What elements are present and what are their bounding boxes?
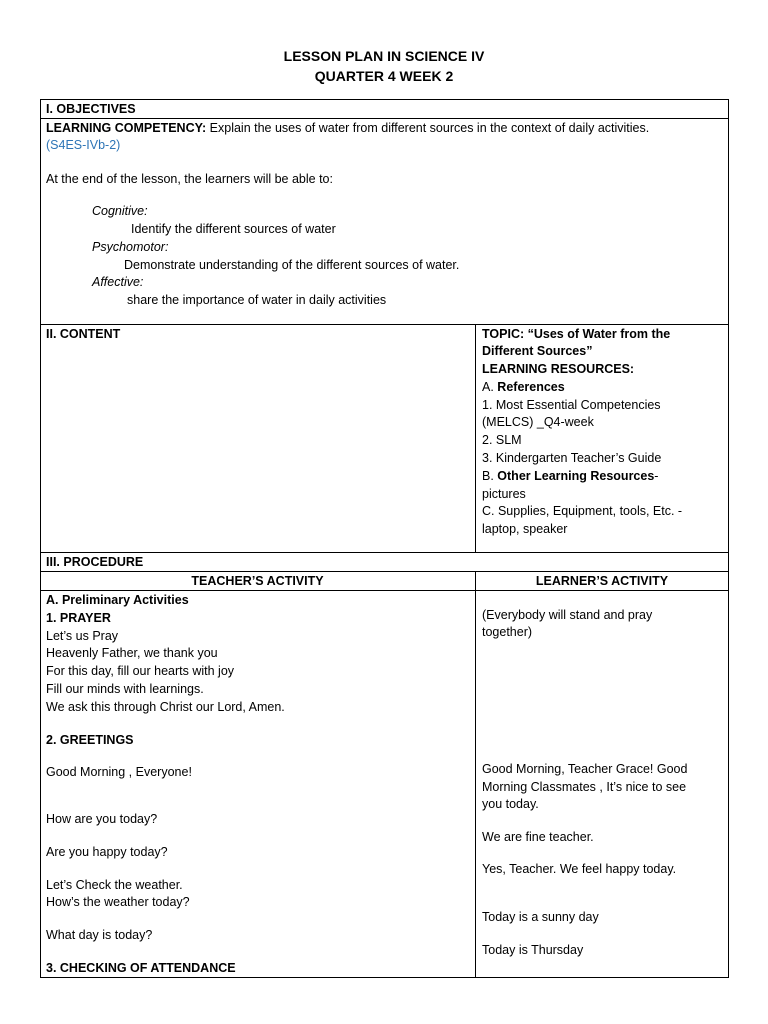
- learner-sunny: Today is a sunny day: [482, 910, 599, 924]
- preliminary-activities: A. Preliminary Activities: [46, 593, 189, 607]
- competency-code: (S4ES-IVb-2): [46, 138, 121, 152]
- psychomotor-label: Psychomotor:: [92, 240, 169, 254]
- teacher-day: What day is today?: [46, 928, 153, 942]
- cognitive-text: Identify the different sources of water: [131, 222, 336, 236]
- affective-label: Affective:: [92, 275, 144, 289]
- teacher-good-morning: Good Morning , Everyone!: [46, 765, 192, 779]
- objectives-heading: I. OBJECTIVES: [46, 102, 136, 116]
- references-prefix: A.: [482, 380, 498, 394]
- reference-1-line-1: 1. Most Essential Competencies: [482, 398, 661, 412]
- prayer-line: For this day, fill our hearts with joy: [46, 664, 235, 678]
- procedure-heading: III. PROCEDURE: [46, 555, 144, 569]
- affective-text: share the importance of water in daily activities: [127, 293, 387, 307]
- teacher-weather-1: Let’s Check the weather.: [46, 878, 183, 892]
- topic-line-2: Different Sources”: [482, 344, 593, 358]
- psychomotor-text: Demonstrate understanding of the different sources of water.: [124, 258, 460, 272]
- reference-1-line-2: (MELCS) _Q4-week: [482, 415, 594, 429]
- objectives-intro: At the end of the lesson, the learners will be able to:: [46, 172, 333, 186]
- prayer-line: Fill our minds with learnings.: [46, 682, 204, 696]
- teacher-happy: Are you happy today?: [46, 845, 168, 859]
- reference-3: 3. Kindergarten Teacher’s Guide: [482, 451, 662, 465]
- references-line: [482, 379, 565, 396]
- procedure-divider-2: [40, 590, 729, 591]
- competency-label: LEARNING COMPETENCY:: [46, 121, 207, 135]
- teacher-weather-2: How’s the weather today?: [46, 895, 190, 909]
- learning-resources-label: LEARNING RESOURCES:: [482, 362, 635, 376]
- learner-happy: Yes, Teacher. We feel happy today.: [482, 862, 677, 876]
- learner-greet-line-1: Good Morning, Teacher Grace! Good: [482, 762, 688, 776]
- topic-line-1: TOPIC: “Uses of Water from the: [482, 327, 671, 341]
- greetings-heading: 2. GREETINGS: [46, 733, 134, 747]
- procedure-column-divider: [475, 571, 476, 978]
- learning-competency: [46, 120, 649, 137]
- document-subtitle: QUARTER 4 WEEK 2: [314, 68, 454, 84]
- content-column-divider: [475, 324, 476, 553]
- prayer-line: We ask this through Christ our Lord, Amen.: [46, 700, 285, 714]
- learner-thursday: Today is Thursday: [482, 943, 584, 957]
- procedure-divider-1: [40, 571, 729, 572]
- learner-greet-line-3: you today.: [482, 797, 539, 811]
- learner-pray-line-1: (Everybody will stand and pray: [482, 608, 653, 622]
- other-resources-label: Other Learning Resources: [497, 469, 655, 483]
- document-title: LESSON PLAN IN SCIENCE IV: [283, 48, 485, 64]
- objectives-divider: [40, 118, 729, 119]
- learner-activity-header: LEARNER’S ACTIVITY: [535, 574, 669, 588]
- other-resources-prefix: B.: [482, 469, 498, 483]
- other-resources-line: [482, 468, 658, 485]
- reference-2: 2. SLM: [482, 433, 522, 447]
- prayer-line: Heavenly Father, we thank you: [46, 646, 218, 660]
- attendance-heading: 3. CHECKING OF ATTENDANCE: [46, 961, 236, 975]
- learner-greet-line-2: Morning Classmates , It’s nice to see: [482, 780, 687, 794]
- learner-fine: We are fine teacher.: [482, 830, 594, 844]
- supplies-line-1: C. Supplies, Equipment, tools, Etc. -: [482, 504, 683, 518]
- competency-text: Explain the uses of water from different sources in the context of daily activities.: [206, 121, 650, 135]
- references-label: References: [497, 380, 565, 394]
- teacher-activity-header: TEACHER’S ACTIVITY: [191, 574, 324, 588]
- cognitive-label: Cognitive:: [92, 204, 148, 218]
- other-resources-dash: -: [654, 469, 659, 483]
- learner-pray-line-2: together): [482, 625, 533, 639]
- prayer-heading: 1. PRAYER: [46, 611, 111, 625]
- content-heading: II. CONTENT: [46, 327, 121, 341]
- teacher-how-are-you: How are you today?: [46, 812, 158, 826]
- supplies-line-2: laptop, speaker: [482, 522, 568, 536]
- prayer-line: Let’s us Pray: [46, 629, 119, 643]
- other-resources-value: pictures: [482, 487, 526, 501]
